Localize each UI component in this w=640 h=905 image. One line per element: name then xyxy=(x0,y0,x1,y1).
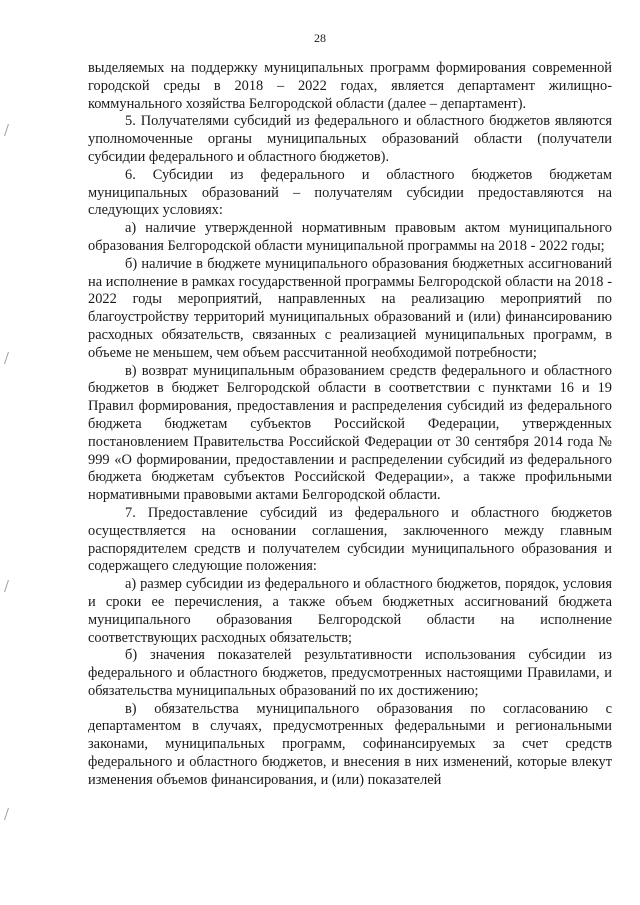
paragraph: а) размер субсидии из федерального и областного бюджетов, порядок, условия и сроки ее перечисления, а также объем бюджетных ассигнований бюджета муниципального образования Белгородской области на исполнение соответствующих расходных обязательств; xyxy=(88,576,612,646)
document-body xyxy=(88,60,612,790)
paragraph: б) наличие в бюджете муниципального образования бюджетных ассигнований на исполнение в рамках государственной программы Белгородской области на 2018 - 2022 годы мероприятий, направленных на реализацию мероприятий по благоустройству территорий муниципальных образований и (или) финансированию расходных обязательств, связанных с реализацией муниципальных программ, в объеме не меньшем, чем объем рассчитанной необходимой потребности; xyxy=(88,255,612,361)
paragraph: б) значения показателей результативности использования субсидии из федерального и областного бюджетов, предусмотренных настоящими Правилами, и обязательства муниципальных образований по их достижению; xyxy=(88,647,612,699)
margin-mark xyxy=(4,124,13,136)
paragraph: а) наличие утвержденной нормативным правовым актом муниципального образования Белгородской области муниципальной программы на 2018 - 2022 годы; xyxy=(88,220,612,254)
margin-mark xyxy=(4,352,13,364)
paragraph: выделяемых на поддержку муниципальных программ формирования современной городской среды в 2018 – 2022 годах, является департамент жилищно-коммунального хозяйства Белгородской области (далее – департамент). xyxy=(88,60,612,112)
margin-mark xyxy=(4,808,13,820)
paragraph: 6. Субсидии из федерального и областного бюджетов бюджетам муниципальных образований – получателям субсидии предоставляются на следующих условиях: xyxy=(88,166,612,219)
paragraph: 7. Предоставление субсидий из федерального и областного бюджетов осуществляется на основании соглашения, заключенного между главным распорядителем средств и получателем субсидии муниципального образования и содержащего следующие положения: xyxy=(88,504,612,575)
margin-mark xyxy=(4,580,13,592)
paragraph: в) обязательства муниципального образования по согласованию с департаментом в случаях, предусмотренных федеральными и региональными законами, муниципальных программ, софинансируемых за счет средств федерального и областного бюджетов, и внесения в них изменений, которые влекут изменения объемов финансирования, и (или) показателей xyxy=(88,700,612,788)
paragraph: 5. Получателями субсидий из федерального и областного бюджетов являются уполномоченные органы муниципальных образований области (получатели субсидии федерального и областного бюджетов). xyxy=(88,113,612,165)
page-number: 28 xyxy=(314,31,326,45)
paragraph: в) возврат муниципальным образованием средств федерального и областного бюджетов в бюджет Белгородской области в соответствии с пунктами 16 и 19 Правил формирования, предоставления и распределения субсидий из федерального бюджета бюджетам субъектов Российской Федерации, утвержденных постановлением Правительства Российской Федерации от 30 сентября 2014 года № 999 «О формировании, предоставлении и распределении субсидий из федерального бюджета бюджетам субъектов Российской Федерации», а также профильными нормативными правовыми актами Белгородской области. xyxy=(88,362,612,504)
